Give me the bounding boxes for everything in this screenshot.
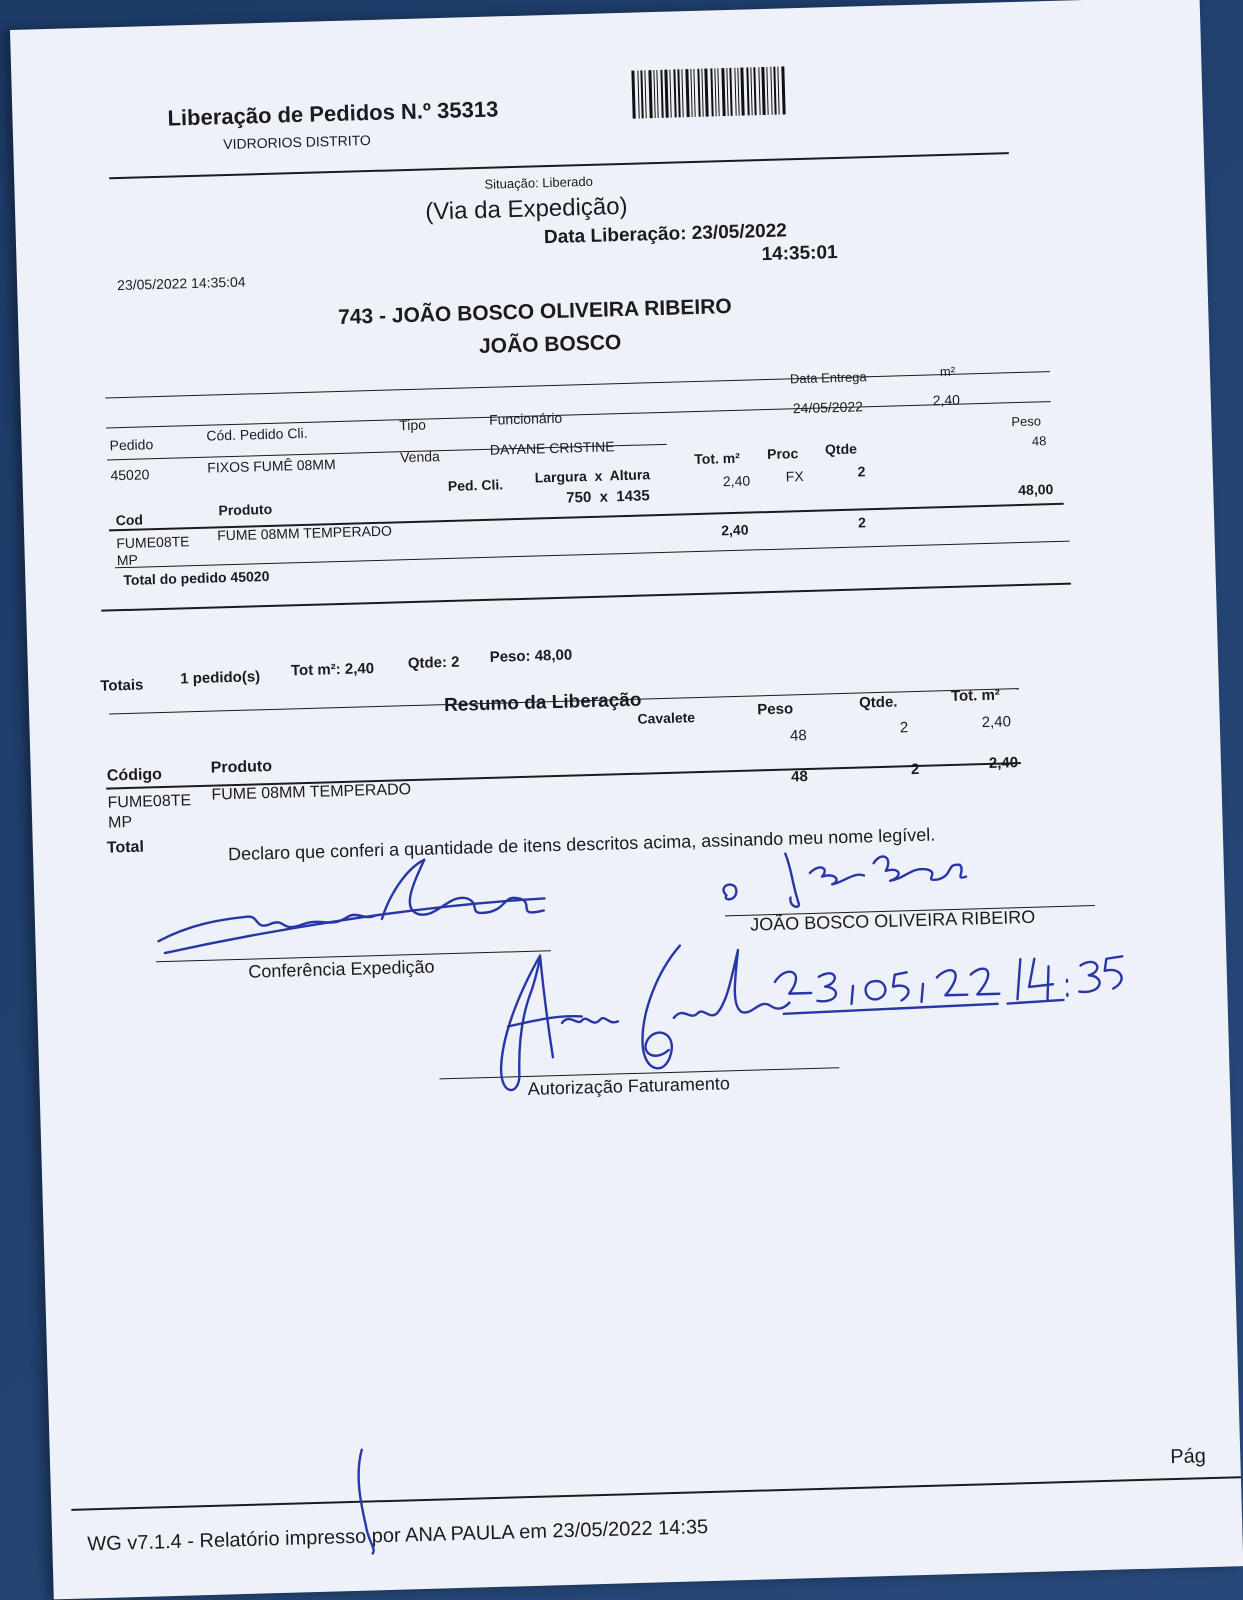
barcode-bar <box>664 70 668 118</box>
barcode-bar <box>685 69 689 117</box>
barcode-bar <box>648 70 652 118</box>
label-proc: Proc <box>766 445 799 463</box>
summary-label-peso: Peso <box>757 700 794 719</box>
label-largura-altura: Largura x Altura <box>534 466 651 486</box>
barcode-bar <box>746 67 749 115</box>
label-cod: Cod <box>115 511 144 529</box>
barcode-bar <box>660 70 663 118</box>
order-type: Venda <box>399 448 441 466</box>
order-total-m2: 2,40 <box>721 521 749 539</box>
barcode-bar <box>734 68 736 116</box>
footer-print-info: WG v7.1.4 - Relatório impresso por ANA PAULA em 23/05/2022 14:35 <box>87 1516 709 1556</box>
barcode-bar <box>766 67 768 115</box>
barcode-bar <box>729 68 732 116</box>
barcode-bar <box>753 67 756 115</box>
summary-row-code-cont: MP <box>107 813 133 832</box>
barcode-bar <box>669 70 671 118</box>
summary-total-tot-m2: 2,40 <box>988 754 1019 772</box>
summary-label-codigo: Código <box>106 766 163 785</box>
barcode-bar <box>717 68 719 116</box>
barcode-bar <box>726 68 728 116</box>
copy-label: (Via da Expedição) <box>424 192 628 226</box>
summary-total-weight: 48 <box>790 768 809 786</box>
barcode-bar <box>653 70 655 118</box>
summary-label-tot-m2: Tot. m² <box>950 686 1001 705</box>
barcode-bar <box>673 69 676 117</box>
handwritten-date <box>766 934 1128 1034</box>
order-weight: 48 <box>1031 433 1047 449</box>
order-header-divider <box>106 401 1051 428</box>
barcode-bar <box>740 68 744 116</box>
barcode-bar <box>710 68 713 116</box>
label-data-entrega: Data Entrega <box>789 369 867 387</box>
label-funcionario: Funcionário <box>488 409 563 428</box>
customer-name: 743 - JOÃO BOSCO OLIVEIRA RIBEIRO <box>337 294 732 329</box>
item-qtde: 2 <box>857 463 866 480</box>
barcode-bar <box>690 69 692 117</box>
order-number: 45020 <box>110 466 150 484</box>
signature-label-autorizacao: Autorização Faturamento <box>527 1073 731 1099</box>
summary-row-tot-m2: 2,40 <box>981 713 1012 732</box>
summary-row-code: FUME08TE <box>107 792 192 812</box>
totals-orders: 1 pedido(s) <box>179 668 261 688</box>
order-total-divider <box>101 583 1071 612</box>
label-tot-m2: Tot. m² <box>694 449 741 468</box>
barcode-bar <box>640 70 643 118</box>
label-ped-cli: Ped. Cli. <box>447 476 504 494</box>
barcode-bar <box>697 69 700 117</box>
document-title: Liberação de Pedidos N.º 35313 <box>167 96 499 131</box>
pen-mark <box>340 1445 383 1556</box>
document-page <box>10 0 1243 1599</box>
label-qtde: Qtde <box>824 440 858 458</box>
item-tot-m2: 2,40 <box>722 472 751 490</box>
delivery-date: 24/05/2022 <box>792 398 864 417</box>
summary-row-qtde: 2 <box>899 719 909 737</box>
barcode-bar <box>721 68 725 116</box>
summary-title: Resumo da Liberação <box>443 689 642 717</box>
item-divider <box>115 541 1070 569</box>
summary-total-label: Total <box>106 838 145 857</box>
barcode-bar <box>714 68 716 116</box>
label-pedido: Pedido <box>109 436 154 454</box>
totals-label: Totais <box>100 676 144 695</box>
customer-divider <box>105 371 1050 398</box>
barcode-bar <box>656 70 658 118</box>
item-proc: FX <box>785 468 804 485</box>
summary-row-weight: 48 <box>789 727 807 745</box>
barcode-bar <box>644 70 646 118</box>
totals-m2: Tot m²: 2,40 <box>290 660 375 680</box>
summary-total-qtde: 2 <box>910 760 920 779</box>
situation-status: Situação: Liberado <box>484 173 594 192</box>
barcode-bar <box>758 67 760 115</box>
totals-weight: Peso: 48,00 <box>489 646 573 666</box>
barcode-bar <box>681 69 683 117</box>
barcode-bar <box>693 69 695 117</box>
label-tipo: Tipo <box>398 416 427 434</box>
barcode-bar <box>631 71 635 119</box>
signature-autorizacao <box>476 938 800 1107</box>
summary-label-qtde: Qtde. <box>858 693 898 712</box>
barcode-bar <box>701 69 703 117</box>
signature-conferencia <box>148 850 551 961</box>
company-name: VIDRORIOS DISTRITO <box>223 131 371 153</box>
label-peso: Peso <box>1011 413 1042 430</box>
summary-label-cavalete: Cavalete <box>637 709 696 727</box>
label-m2: m² <box>939 363 956 380</box>
order-total-label: Total do pedido 45020 <box>123 567 270 589</box>
order-m2: 2,40 <box>932 391 961 409</box>
release-date: Data Liberação: 23/05/2022 <box>543 220 788 249</box>
barcode-bar <box>773 67 776 115</box>
label-produto: Produto <box>218 500 273 519</box>
barcode-bar <box>637 70 639 118</box>
order-client-code: FIXOS FUMÊ 08MM <box>207 456 336 476</box>
item-weight: 48,00 <box>1018 481 1054 499</box>
signature-label-conferencia: Conferência Expedição <box>248 956 435 982</box>
footer-divider <box>71 1476 1241 1511</box>
declaration-text: Declaro que conferi a quantidade de itens descritos acima, assinando meu nome legível. <box>227 824 936 865</box>
totals-qtde: Qtde: 2 <box>407 653 460 673</box>
order-employee: DAYANE CRISTINE <box>489 438 615 458</box>
release-time: 14:35:01 <box>761 241 838 266</box>
order-total-qtde: 2 <box>857 514 867 531</box>
signature-customer-name: JOÃO BOSCO OLIVEIRA RIBEIRO <box>749 906 1036 935</box>
barcode-bar <box>737 68 739 116</box>
barcode-bar <box>770 67 772 115</box>
item-dimensions: 750 x 1435 <box>566 487 650 507</box>
barcode-bar <box>781 66 785 114</box>
barcode-bar <box>777 67 779 115</box>
barcode-bar <box>677 69 680 117</box>
barcode <box>631 66 786 118</box>
barcode-bar <box>750 67 752 115</box>
barcode-bar <box>761 67 765 115</box>
print-datetime: 23/05/2022 14:35:04 <box>116 273 246 294</box>
signature-customer <box>713 838 975 915</box>
customer-short-name: JOÃO BOSCO <box>478 331 622 359</box>
item-code-cont: MP <box>116 551 139 569</box>
summary-label-produto: Produto <box>210 757 273 777</box>
item-product: FUME 08MM TEMPERADO <box>216 522 393 544</box>
label-cod-pedido-cli: Cód. Pedido Cli. <box>206 424 308 444</box>
summary-row-product: FUME 08MM TEMPERADO <box>211 781 412 804</box>
item-code: FUME08TE <box>116 533 190 552</box>
page-label: Pág <box>1169 1445 1207 1469</box>
barcode-bar <box>704 69 708 117</box>
